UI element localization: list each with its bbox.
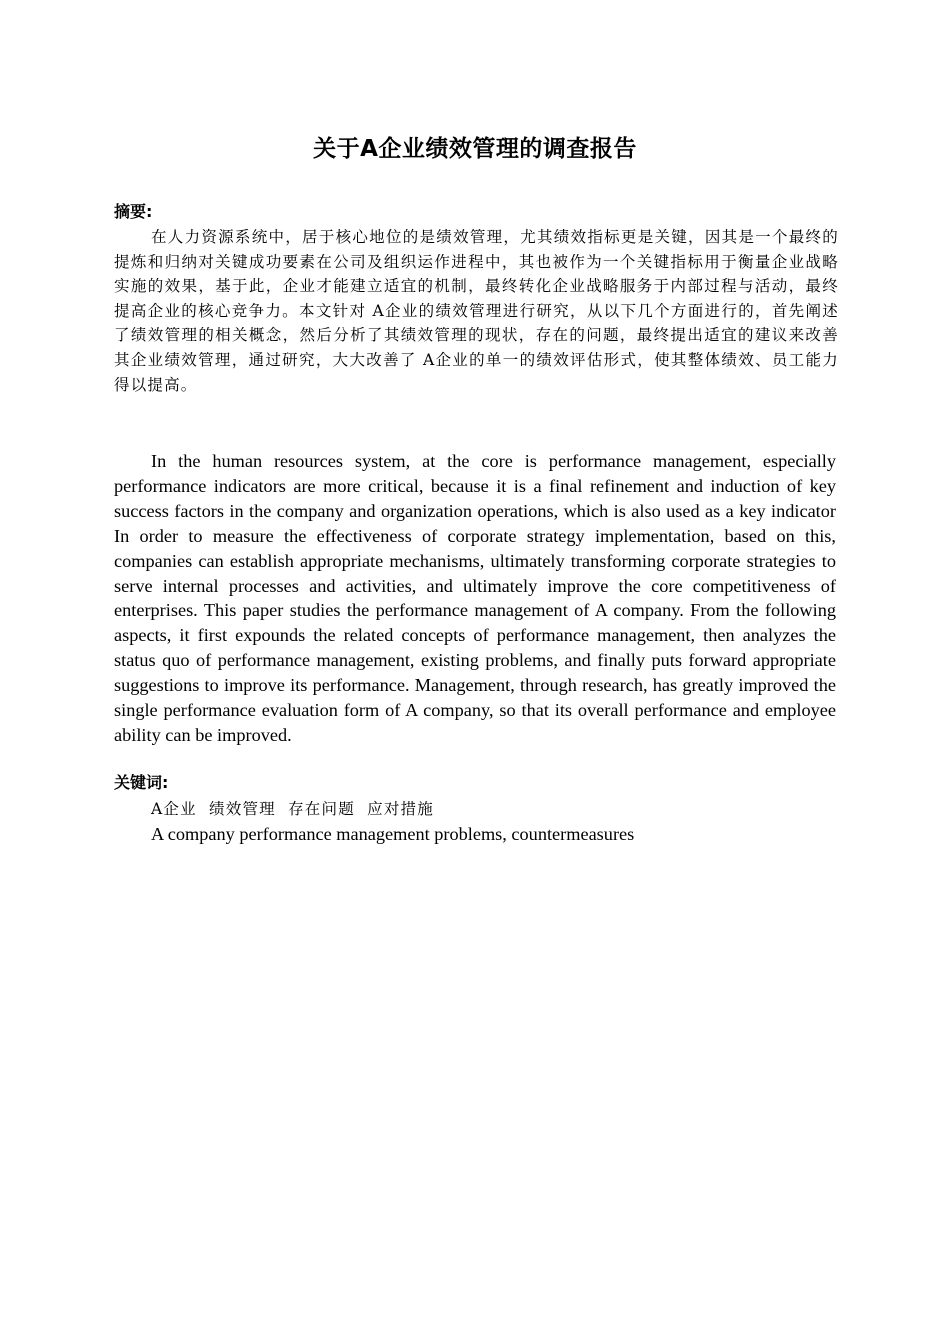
keywords-english: A company performance management problems, countermeasures xyxy=(151,824,635,844)
document-title: 关于A企业绩效管理的调查报告 xyxy=(313,136,637,162)
keywords-heading: 关键词: xyxy=(114,773,169,792)
abstract-english-paragraph: In the human resources system, at the core is performance management, especially performance indicators are more critical, because it is a final refinement and induction of key success factors in the company and organization operations, which is also used as a key indicator In order to measure the effectiveness of corporate strategy implementation, based on this, companies can establish appropriate mechanisms, ultimately transforming corporate strategies to serve internal processes and activities, and ultimately improve the core competitiveness of enterprises. This paper studies the performance management of A company. From the following aspects, it first expounds the related concepts of performance management, then analyzes the status quo of performance management, existing problems, and finally puts forward appropriate suggestions to improve its performance. Management, through research, has greatly improved the single performance evaluation form of A company, so that its overall performance and employee ability can be improved. xyxy=(114,451,836,745)
abstract-chinese-paragraph: 在人力资源系统中，居于核心地位的是绩效管理，尤其绩效指标更是关键，因其是一个最终的提炼和归纳对关键成功要素在公司及组织运作进程中，其也被作为一个关键指标用于衡量企业战略实施的效果，基于此，企业才能建立适宜的机制，最终转化企业战略服务于内部过程与活动，最终提高企业的核心竞争力。本文针对 A企业的绩效管理进行研究，从以下几个方面进行的，首先阐述了绩效管理的相关概念，然后分析了其绩效管理的现状，存在的问题，最终提出适宜的建议来改善其企业绩效管理，通过研究，大大改善了 A企业的单一的绩效评估形式，使其整体绩效、员工能力得以提高。 xyxy=(114,228,839,394)
abstract-heading: 摘要: xyxy=(114,202,153,221)
keywords-chinese: A企业 绩效管理 存在问题 应对措施 xyxy=(151,800,434,818)
